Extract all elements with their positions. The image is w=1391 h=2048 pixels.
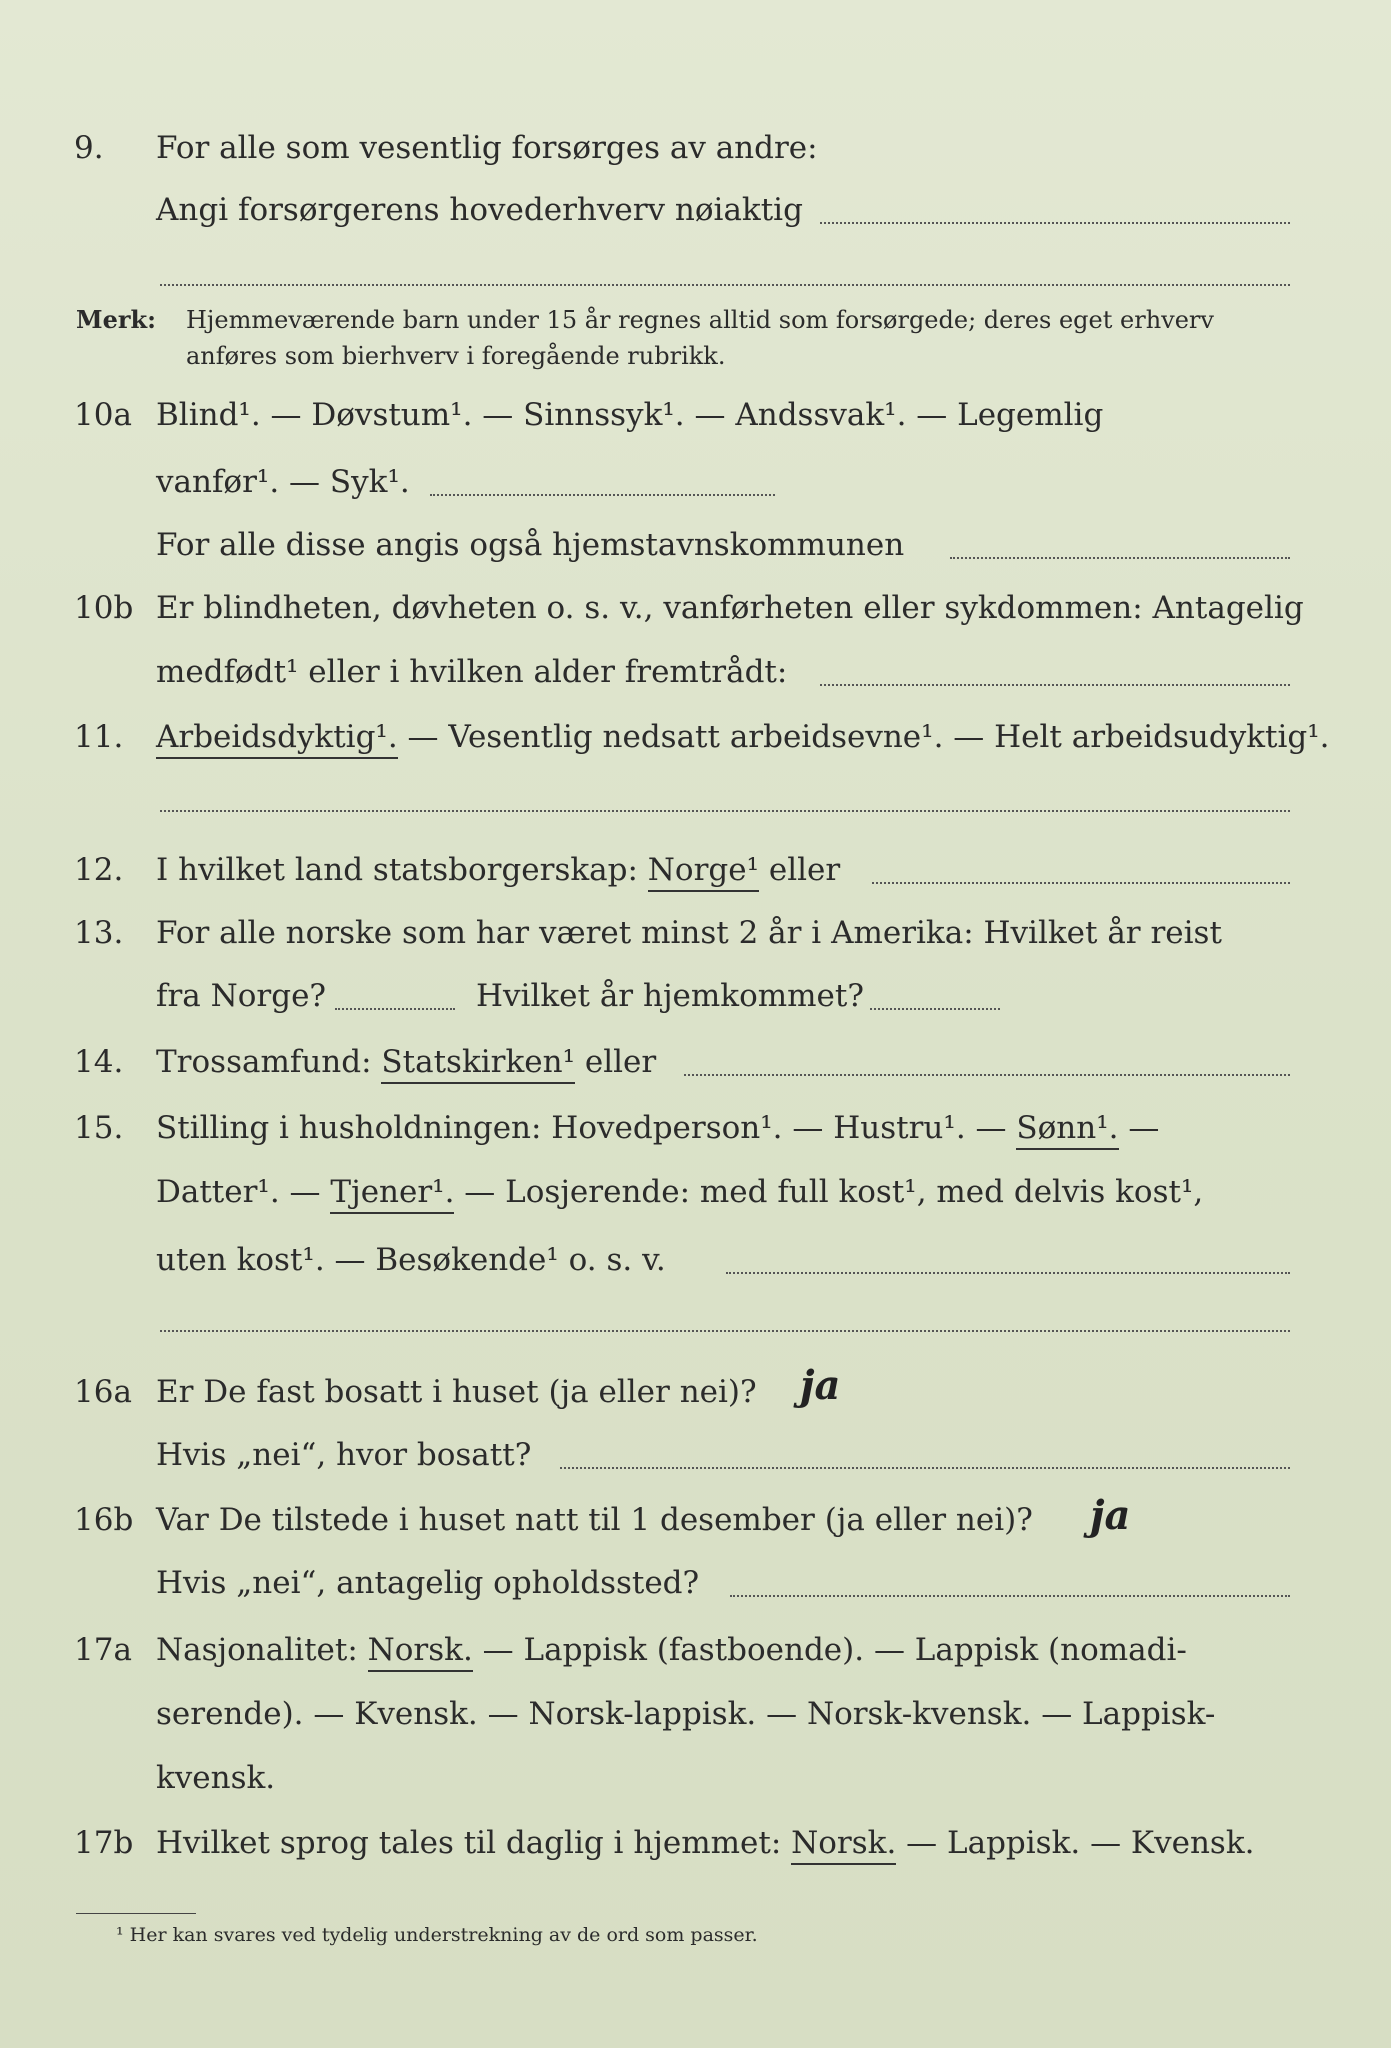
- q17a-text-2: serende). — Kvensk. — Norsk-lappisk. — Norsk-kvensk. — Lappisk-: [156, 1696, 1216, 1732]
- q15-line1a: Stilling i husholdningen: Hovedperson¹. — Hustru¹. —: [156, 1110, 1017, 1146]
- q9-sub: Angi forsørgerens hovederhverv nøiaktig: [156, 192, 803, 228]
- q16a-text-1: Er De fast bosatt i huset (ja eller nei)?: [156, 1374, 757, 1410]
- q14-number: 14.: [74, 1044, 124, 1080]
- q9-number: 9.: [74, 130, 104, 166]
- merk-text-1: Hjemmeværende barn under 15 år regnes alltid som forsørgede; deres eget erhverv: [186, 306, 1214, 334]
- q16b-text-2: Hvis „nei“, antagelig opholdssted?: [156, 1565, 700, 1601]
- merk-label: Merk:: [76, 305, 156, 334]
- q9-answer-field[interactable]: [820, 222, 1290, 224]
- q17a-number: 17a: [74, 1632, 132, 1668]
- q12-post: eller: [759, 852, 841, 888]
- q12-norge-underlined[interactable]: Norge¹: [648, 852, 759, 892]
- q15-text-2: [156, 1172, 1203, 1212]
- q13-text-2b: Hvilket år hjemkommet?: [476, 978, 864, 1014]
- q13-text-2: fra Norge?: [156, 978, 327, 1014]
- q10b-text-2: medfødt¹ eller i hvilken alder fremtrådt:: [156, 654, 788, 690]
- q11-answer-field[interactable]: [160, 810, 1290, 812]
- q11-rest: — Vesentlig nedsatt arbeidsevne¹. — Helt arbeidsudyktig¹.: [397, 719, 1330, 755]
- q14-answer-field[interactable]: [684, 1074, 1290, 1076]
- q16b-answer-field[interactable]: [730, 1595, 1290, 1597]
- q12-answer-field[interactable]: [872, 882, 1290, 884]
- q10a-answer-field[interactable]: [430, 494, 775, 496]
- q14-statskirken-underlined[interactable]: Statskirken¹: [381, 1044, 575, 1084]
- q16b-handwritten-answer[interactable]: ja: [1090, 1492, 1131, 1539]
- q17a-line1c: — Lappisk (fastboende). — Lappisk (nomadi-: [472, 1632, 1187, 1668]
- q17a-text-3: kvensk.: [156, 1760, 276, 1796]
- q15-answer-field-2[interactable]: [160, 1330, 1290, 1332]
- q17b-norsk-underlined[interactable]: Norsk.: [791, 1825, 896, 1865]
- q17b-pre: Hvilket sprog tales til daglig i hjemmet:: [156, 1825, 792, 1861]
- q10a-number: 10a: [74, 397, 132, 433]
- q11-text: [156, 717, 1330, 757]
- q13-reist-field[interactable]: [335, 1008, 455, 1010]
- q17b-post: — Lappisk. — Kvensk.: [896, 1825, 1255, 1861]
- q13-text-1: For alle norske som har været minst 2 år i Amerika: Hvilket år reist: [156, 915, 1222, 951]
- q16b-number: 16b: [74, 1502, 134, 1538]
- q10b-text-1: Er blindheten, døvheten o. s. v., vanførheten eller sykdommen: Antagelig: [156, 590, 1304, 626]
- q16b-text-1: Var De tilstede i huset natt til 1 desember (ja eller nei)?: [156, 1502, 1033, 1538]
- q10b-number: 10b: [74, 590, 134, 626]
- q14-text: [156, 1042, 656, 1082]
- footnote-rule: [76, 1913, 196, 1914]
- q10a-text-1: Blind¹. — Døvstum¹. — Sinnssyk¹. — Andssvak¹. — Legemlig: [156, 397, 1104, 433]
- q11-number: 11.: [74, 719, 124, 755]
- q14-pre: Trossamfund:: [156, 1044, 382, 1080]
- q12-text: [156, 850, 840, 890]
- q9-answer-field-2[interactable]: [160, 284, 1290, 286]
- merk-text-2: anføres som bierhverv i foregående rubrikk.: [186, 342, 726, 370]
- q15-sonn-underlined[interactable]: Sønn¹.: [1016, 1110, 1118, 1150]
- q15-line2a: Datter¹. —: [156, 1174, 331, 1210]
- q17b-number: 17b: [74, 1825, 134, 1861]
- q15-number: 15.: [74, 1110, 124, 1146]
- q17a-text-1: [156, 1630, 1187, 1670]
- q10a-text-3: For alle disse angis også hjemstavnskommunen: [156, 527, 905, 563]
- q10b-answer-field[interactable]: [820, 684, 1290, 686]
- q17a-norsk-underlined[interactable]: Norsk.: [368, 1632, 473, 1672]
- q16a-text-2: Hvis „nei“, hvor bosatt?: [156, 1437, 532, 1473]
- q16a-number: 16a: [74, 1374, 132, 1410]
- q16a-answer-field[interactable]: [560, 1467, 1290, 1469]
- q17a-pre: Nasjonalitet:: [156, 1632, 368, 1668]
- q10a-text-2: vanfør¹. — Syk¹.: [156, 464, 410, 500]
- q15-text-1: [156, 1108, 1159, 1148]
- q11-arbeidsdyktig-underlined[interactable]: Arbeidsdyktig¹.: [156, 719, 398, 759]
- q10a-hjemstavn-field[interactable]: [950, 557, 1290, 559]
- q12-pre: I hvilket land statsborgerskap:: [156, 852, 648, 888]
- q15-line1c: —: [1118, 1110, 1160, 1146]
- q15-answer-field[interactable]: [726, 1272, 1290, 1274]
- q15-tjener-underlined[interactable]: Tjener¹.: [330, 1174, 454, 1214]
- q12-number: 12.: [74, 852, 124, 888]
- q14-post: eller: [575, 1044, 657, 1080]
- q9-question: For alle som vesentlig forsørges av andre:: [156, 130, 818, 166]
- q15-line2c: — Losjerende: med full kost¹, med delvis kost¹,: [454, 1174, 1204, 1210]
- q13-hjemkommet-field[interactable]: [870, 1008, 1000, 1010]
- q17b-text: [156, 1823, 1254, 1863]
- q15-text-3: uten kost¹. — Besøkende¹ o. s. v.: [156, 1242, 666, 1278]
- q16a-handwritten-answer[interactable]: ja: [800, 1362, 841, 1409]
- footnote: ¹ Her kan svares ved tydelig understrekning av de ord som passer.: [116, 1924, 758, 1946]
- q13-number: 13.: [74, 915, 124, 951]
